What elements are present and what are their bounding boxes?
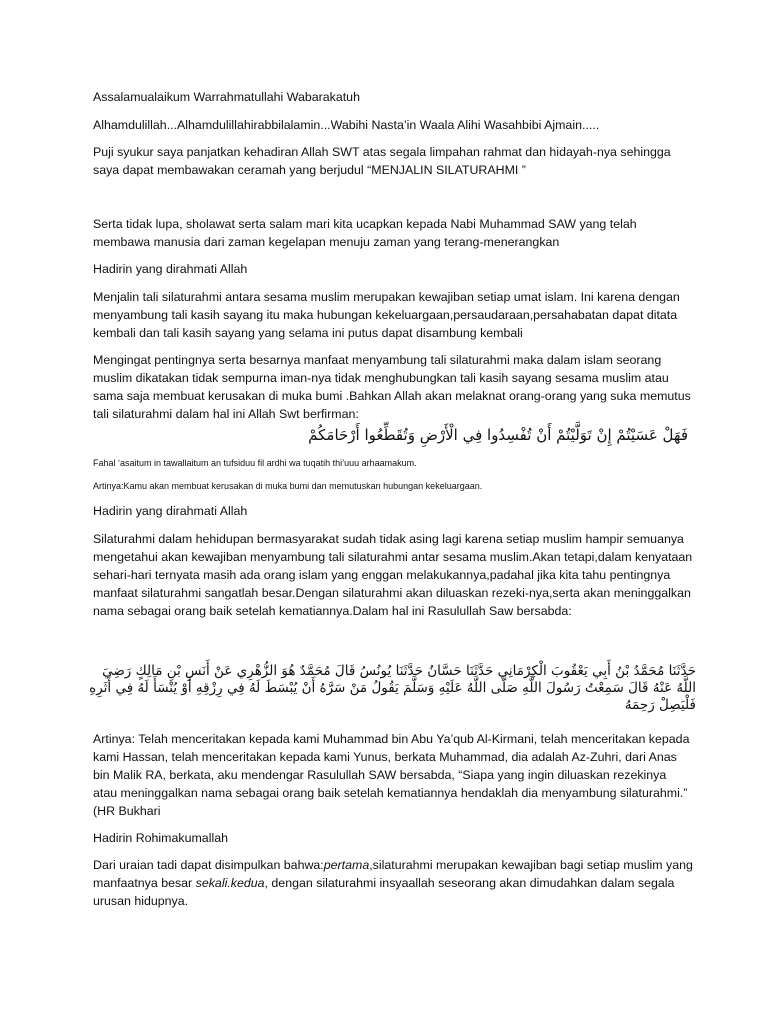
heading-hadirin-1: Hadirin yang dirahmati Allah <box>93 262 248 276</box>
ayat-latin: Fahal ‘asaitum in tawallaitum an tufsiduu fil ardhi wa tuqatih thi’uuu arhaamakum. <box>93 458 417 468</box>
paragraph-mengingat: Mengingat pentingnya serta besarnya manfaat menyambung tali silaturahmi maka dalam islam seorang muslim dikatakan tidak sempurna iman-nya tidak menghubungkan tali kasih sayang sesama muslim atau sama saja membuat kerusakan di muka bumi .Bahkan Allah akan melaknat orang-orang yang suka memutus tali silaturahmi dalam hal ini Allah Swt berfirman: <box>93 353 691 421</box>
opening-alhamdulillah: Alhamdulillah...Alhamdulillahirabbilalamin...Wabihi Nasta’in Waala Alihi Wasahbibi Ajmain..... <box>93 118 600 132</box>
greeting-salam: Assalamualaikum Warrahmatullahi Wabarakatuh <box>93 90 360 104</box>
paragraph-sholawat: Serta tidak lupa, sholawat serta salam mari kita ucapkan kepada Nabi Muhammad SAW yang telah membawa manusia dari zaman kegelapan menuju zaman yang terang-menerangkan <box>93 217 637 249</box>
kesimpulan-pertama-label: pertama <box>323 858 370 872</box>
paragraph-kewajiban: Menjalin tali silaturahmi antara sesama muslim merupakan kewajiban setiap umat islam. Ini karena dengan menyambung tali kasih sayang itu maka hubungan kekeluargaan,persaudaraan,persahabatan dapat ditata kembali dan tali kasih sayang yang selama ini putus dapat disambung kembali <box>93 290 680 340</box>
heading-hadirin-3: Hadirin Rohimakumallah <box>93 831 228 845</box>
paragraph-puji-syukur: Puji syukur saya panjatkan kehadiran Allah SWT atas segala limpahan rahmat dan hidayah-nya sehingga saya dapat membawakan ceramah yang berjudul “MENJALIN SILATURAHMI ” <box>93 145 671 177</box>
kesimpulan-pertama-text: ,silaturahmi merupakan kewajiban bagi setiap muslim yang manfaatnya besar <box>93 858 693 890</box>
paragraph-kesimpulan <box>93 856 693 910</box>
kesimpulan-kedua-label: sekali.kedua <box>195 876 265 890</box>
ayat-arabic: فَهَلْ عَسَيْتُمْ إِنْ تَوَلَّيْتُمْ أَنْ تُفْسِدُوا فِي الْأَرْضِ وَتُقَطِّعُوا أَرْحَامَكُمْ <box>308 426 688 444</box>
heading-hadirin-2: Hadirin yang dirahmati Allah <box>93 504 248 518</box>
hadith-arabic: حَدَّثَنَا مُحَمَّدُ بْنُ أَبِي يَعْقُوبَ الْكِرْمَانِي حَدَّثَنَا حَسَّانُ حَدَّثَنَا يُونُسُ قَالَ مُحَمَّدٌ هُوَ الزُّهْرِي عَنْ أَنَسِ بْنِ مَالِكٍ رَضِيَ اللَّهُ عَنْهُ قَالَ سَمِعْتُ رَسُولَ اللَّهِ صَلَّى اللَّهُ عَلَيْهِ وَسَلَّمَ يَقُولُ مَنْ سَرَّهُ أَنْ يُبْسَطَ لَهُ فِي رِزْقِهِ أَوْ يُنْسَأَ لَهُ فِي أَثَرِهِ فَلْيَصِلْ رَحِمَهُ <box>89 663 696 713</box>
kesimpulan-kedua-text: , dengan silaturahmi insyaallah seseorang akan dimudahkan dalam segala urusan hidupnya. <box>93 876 675 908</box>
hadith-artinya: Artinya: Telah menceritakan kepada kami Muhammad bin Abu Ya’qub Al-Kirmani, telah menceritakan kepada kami Hassan, telah menceritakan kepada kami Yunus, berkata Muhammad, dia adalah Az-Zuhri, dari Anas bin Malik RA, berkata, aku mendengar Rasulullah SAW bersabda, “Siapa yang ingin diluaskan rezekinya atau meninggalkan nama sebagai orang baik setelah kematiannya hendaklah dia menyambung silaturahmi.” (HR Bukhari <box>93 732 690 818</box>
ayat-artinya: Artinya:Kamu akan membuat kerusakan di muka bumi dan memutuskan hubungan kekeluargaan. <box>93 481 483 491</box>
paragraph-silaturahmi: Silaturahmi dalam hehidupan bermasyarakat sudah tidak asing lagi karena setiap muslim hampir semuanya mengetahui akan kewajiban menyambung tali silaturahmi antar sesama muslim.Akan tetapi,dalam kenyataan sehari-hari ternyata masih ada orang islam yang enggan melakukannya,padahal jika kita tahu pentingnya manfaat silaturahmi sangatlah besar.Dengan silaturahmi akan diluaskan rezeki-nya,serta akan meninggalkan nama sebagai orang baik setelah kematiannya.Dalam hal ini Rasulullah Saw bersabda: <box>93 532 693 618</box>
kesimpulan-intro: Dari uraian tadi dapat disimpulkan bahwa: <box>93 858 324 872</box>
